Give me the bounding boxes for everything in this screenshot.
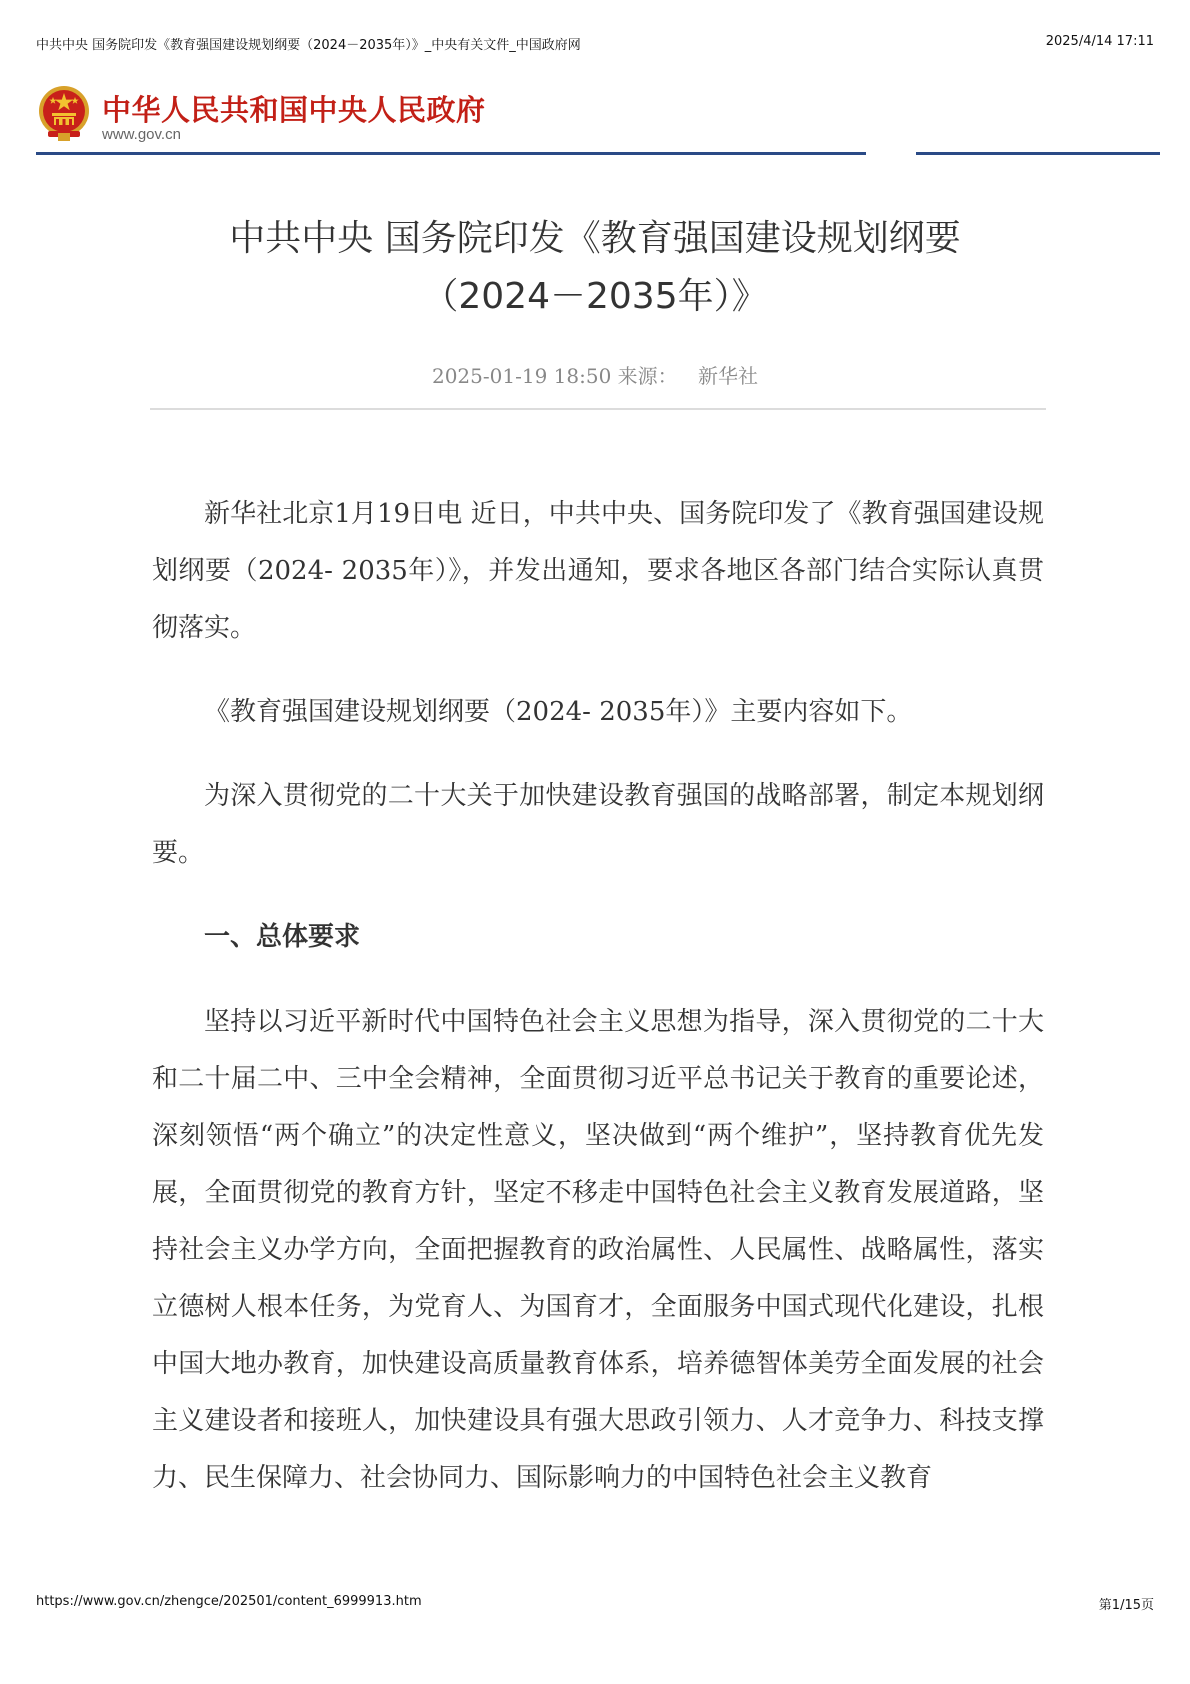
site-header[interactable] [36, 84, 1160, 154]
national-emblem-icon[interactable] [36, 84, 92, 142]
paragraph: 新华社北京1月19日电 近日，中共中央、国务院印发了《教育强国建设规划纲要（2024- 2035年）》，并发出通知，要求各地区各部门结合实际认真贯彻落实。 [152, 499, 1044, 643]
paragraph: 《教育强国建设规划纲要（2024- 2035年）》主要内容如下。 [204, 697, 913, 727]
print-header [36, 34, 1154, 54]
article-body [152, 486, 1044, 1534]
print-datetime: 2025/4/14 17:11 [1045, 34, 1154, 49]
site-name[interactable]: 中华人民共和国中央人民政府 [102, 93, 486, 127]
meta-divider [150, 408, 1046, 410]
article-title-line-2: （2024－2035年）》 [422, 276, 768, 317]
page-url[interactable]: https://www.gov.cn/zhengce/202501/content_6999913.htm [36, 1594, 422, 1609]
paragraph: 为深入贯彻党的二十大关于加快建设教育强国的战略部署，制定本规划纲要。 [152, 781, 1044, 868]
header-rule-left [36, 152, 866, 155]
article-title [150, 210, 1040, 326]
source-label: 来源： [617, 364, 678, 388]
article-meta [150, 360, 1040, 389]
paragraph: 坚持以习近平新时代中国特色社会主义思想为指导，深入贯彻党的二十大和二十届二中、三中全会精神，全面贯彻习近平总书记关于教育的重要论述，深刻领悟“两个确立”的决定性意义，坚决做到“两个维护”，坚持教育优先发展，全面贯彻党的教育方针，坚定不移走中国特色社会主义教育发展道路，坚持社会主义办学方向，全面把握教育的政治属性、人民属性、战略属性，落实立德树人根本任务，为党育人、为国育才，全面服务中国式现代化建设，扎根中国大地办教育，加快建设高质量教育体系，培养德智体美劳全面发展的社会主义建设者和接班人，加快建设具有强大思政引领力、人才竞争力、科技支撑力、民生保障力、社会协同力、国际影响力的中国特色社会主义教育 [152, 1007, 1044, 1493]
site-url[interactable]: www.gov.cn [102, 126, 181, 143]
article-date: 2025-01-19 18:50 [431, 364, 612, 388]
print-page-title: 中共中央 国务院印发《教育强国建设规划纲要（2024－2035年）》_中央有关文件_中国政府网 [36, 38, 581, 53]
article-title-line-1: 中共中央 国务院印发《教育强国建设规划纲要 [229, 218, 961, 259]
page-number: 第1/15页 [1098, 1598, 1154, 1613]
section-heading: 一、总体要求 [204, 922, 361, 952]
print-footer [36, 1594, 1154, 1614]
article-source: 新华社 [698, 364, 759, 388]
header-rule-right [916, 152, 1160, 155]
